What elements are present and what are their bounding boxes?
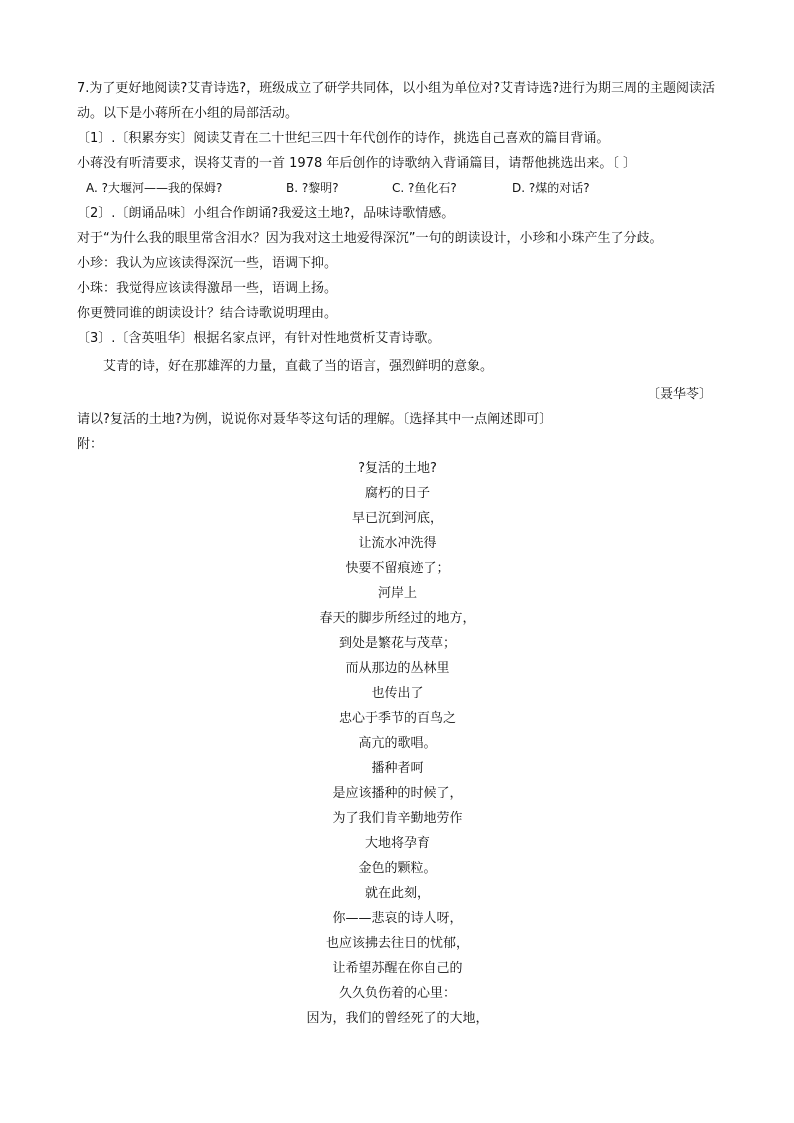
option-a[interactable]: A. ?大堰河——我的保姆? [86, 181, 223, 195]
poem-line: 让希望苏醒在你自己的 [332, 961, 463, 976]
poem-line: 因为，我们的曾经死了的大地， [306, 1011, 489, 1026]
part3-quote: 艾青的诗，好在那雄浑的力量，直截了当的语言，强烈鲜明的意象。 [103, 359, 494, 374]
poem-line: 是应该播种的时候了， [332, 786, 463, 801]
option-b[interactable]: B. ?黎明? [286, 181, 339, 195]
poem-line: 你——悲哀的诗人呀， [332, 911, 463, 926]
part1-options [86, 176, 706, 201]
poem-line: 快要不留痕迹了； [345, 561, 450, 576]
part2-task: 你更赞同谁的朗读设计？结合诗歌说明理由。 [77, 306, 338, 321]
poem-line: 春天的脚步所经过的地方， [319, 611, 476, 626]
poem-line: 大地将孕育 [364, 836, 430, 851]
option-c[interactable]: C. ?鱼化石? [392, 181, 457, 195]
part3-heading: 〔3〕.〔含英咀华〕根据名家点评，有针对性地赏析艾青诗歌。 [77, 331, 441, 346]
part1-heading: 〔1〕.〔积累夯实〕阅读艾青在二十世纪三四十年代创作的诗作，挑选自己喜欢的篇目背诵。 [77, 131, 610, 146]
poem-line: 早已沉到河底， [351, 511, 443, 526]
poem [200, 456, 595, 1031]
part2-context: 对于“为什么我的眼里常含泪水？因为我对这土地爱得深沉”一句的朗读设计，小珍和小珠产生了分歧。 [77, 231, 663, 246]
part1-task: 小蒋没有听清要求，误将艾青的一首 1978 年后创作的诗歌纳入背诵篇目，请帮他挑选出来。〔 〕 [77, 156, 636, 171]
option-d[interactable]: D. ?煤的对话? [512, 181, 590, 195]
part2-opinion-xiaozhen: 小珍：我认为应该读得深沉一些，语调下抑。 [77, 256, 338, 271]
part3-task: 请以?复活的土地?为例，说说你对聂华苓这句话的理解。〔选择其中一点阐述即可〕 [77, 412, 553, 427]
poem-line: 就在此刻， [364, 886, 430, 901]
poem-line: 而从那边的丛林里 [345, 661, 450, 676]
poem-line: 高亢的歌唱。 [358, 736, 437, 751]
part2-heading: 〔2〕.〔朗诵品味〕小组合作朗诵?我爱这土地?，品味诗歌情感。 [77, 206, 455, 221]
question-intro: 7.为了更好地阅读?艾青诗选?，班级成立了研学共同体，以小组为单位对?艾青诗选?进行为期三周的主题阅读活动。以下是小蒋所在小组的局部活动。 [77, 81, 716, 121]
poem-line: 河岸上 [377, 586, 417, 601]
poem-line: 到处是繁花与茂草； [338, 636, 456, 651]
poem-line: 也传出了 [371, 686, 424, 701]
poem-line: 播种者呵 [371, 761, 424, 776]
poem-line: 金色的颗粒。 [358, 861, 437, 876]
poem-line: 也应该拂去往日的忧郁， [325, 936, 469, 951]
quote-attribution: 〔聂华苓〕 [646, 387, 712, 402]
poem-title: ?复活的土地? [358, 461, 437, 476]
poem-line: 让流水冲洗得 [358, 536, 437, 551]
poem-line: 忠心于季节的百鸟之 [338, 711, 456, 726]
poem-line: 腐朽的日子 [364, 486, 430, 501]
part2-opinion-xiaozhu: 小珠：我觉得应该读得激昂一些，语调上扬。 [77, 281, 338, 296]
poem-line: 久久负伤着的心里： [338, 986, 456, 1001]
appendix-label: 附： [77, 437, 104, 452]
poem-line: 为了我们肯辛勤地劳作 [332, 811, 463, 826]
